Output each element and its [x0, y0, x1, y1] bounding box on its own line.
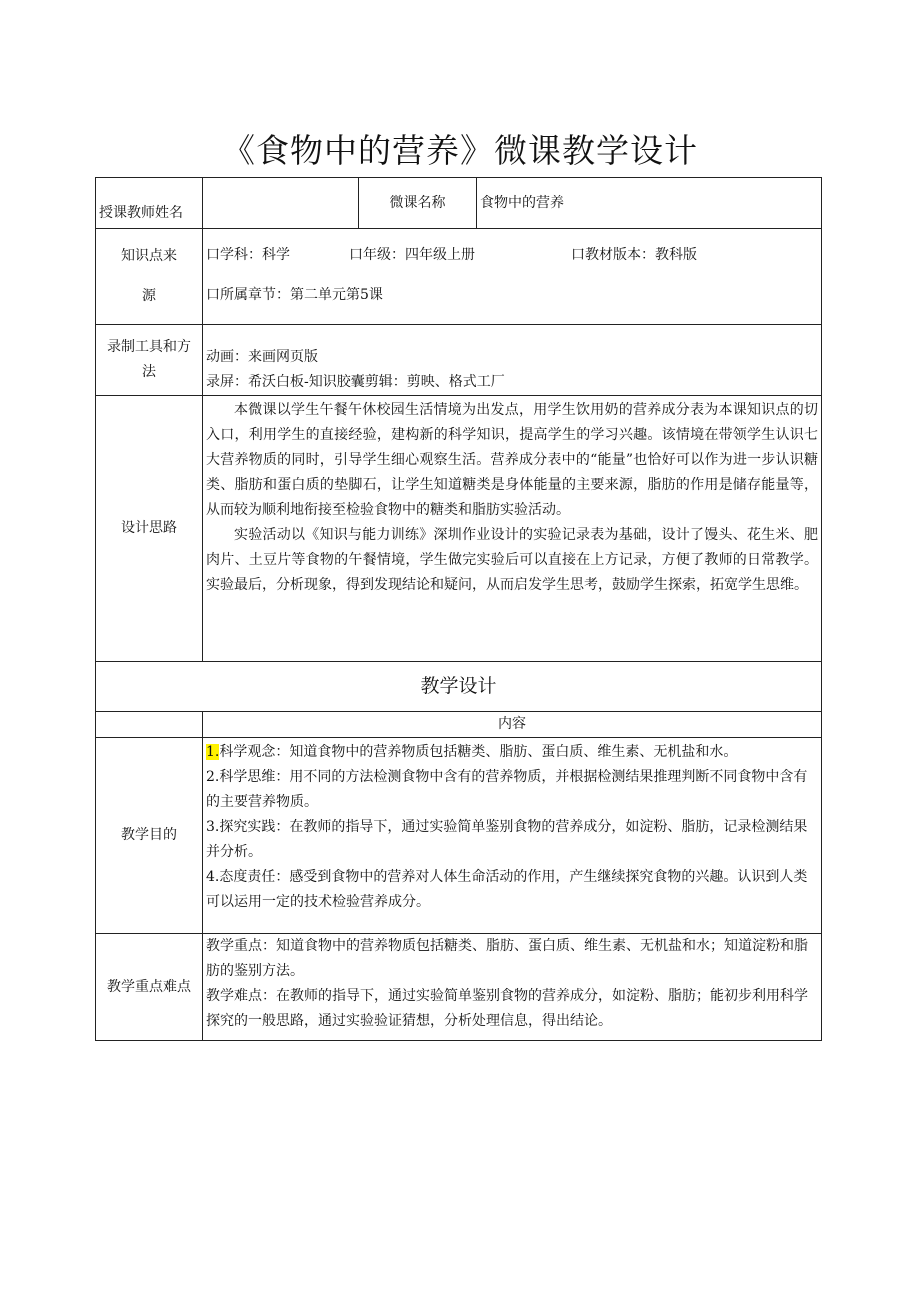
page-title: 《食物中的营养》微课教学设计: [222, 131, 698, 170]
teacher-name-label: 授课教师姓名: [96, 178, 203, 229]
key-points-label: 教学重点难点: [96, 934, 203, 1041]
tools-label-line1: 录制工具和方: [107, 339, 191, 355]
knowledge-source-label-line1: 知识点来: [121, 248, 177, 264]
section-row: [96, 662, 822, 712]
teacher-row: [96, 178, 822, 229]
teacher-name-value: [203, 178, 359, 229]
goal-item-1: [206, 740, 818, 765]
lesson-design-table: [95, 177, 822, 1041]
knowledge-row: [96, 229, 822, 325]
tools-line-1: 动画：来画网页版: [206, 349, 318, 365]
course-name-label: 微课名称: [359, 178, 477, 229]
goal-item-1-text: 科学观念：知道食物中的营养物质包括糖类、脂肪、蛋白质、维生素、无机盐和水。: [219, 744, 738, 760]
course-name-value: 食物中的营养: [477, 178, 822, 229]
design-idea-label: 设计思路: [96, 396, 203, 662]
section-title: 教学设计: [96, 662, 822, 712]
tools-label-line2: 法: [142, 364, 156, 380]
goals-content: [203, 738, 822, 934]
design-idea-content: [203, 396, 822, 662]
goal-item-2: 2.科学思维：用不同的方法检测食物中含有的营养物质，并根据检测结果推理判断不同食物中含有的主要营养物质。: [206, 769, 808, 810]
tools-row: [96, 325, 822, 396]
tools-line-2: 录屏：希沃白板-知识胶囊剪辑：剪映、格式工厂: [206, 374, 505, 390]
knowledge-source-label-line2: 源: [142, 288, 156, 304]
goal-item-4: 4.态度责任：感受到食物中的营养对人体生命活动的作用，产生继续探究食物的兴趣。认识到人类可以运用一定的技术检验营养成分。: [206, 869, 808, 910]
tools-label: [96, 325, 203, 396]
content-header: 内容: [203, 712, 822, 738]
content-header-empty: [96, 712, 203, 738]
knowledge-source-content: [203, 229, 822, 325]
grade-item: 口年级：四年级上册: [349, 247, 475, 263]
design-idea-paragraph-2: 实验活动以《知识与能力训练》深圳作业设计的实验记录表为基础，设计了馒头、花生米、肥肉片、土豆片等食物的午餐情境，学生做完实验后可以直接在上方记录，方便了教师的日常教学。实验最后，分析现象，得到发现结论和疑问，从而启发学生思考，鼓励学生探索，拓宽学生思维。: [206, 527, 818, 593]
design-idea-paragraph-1: 本微课以学生午餐午休校园生活情境为出发点，用学生饮用奶的营养成分表为本课知识点的切入口，利用学生的直接经验，建构新的科学知识，提高学生的学习兴趣。该情境在带领学生认识七大营养物质的同时，引导学生细心观察生活。营养成分表中的“能量”也恰好可以作为进一步认识糖类、脂肪和蛋白质的垫脚石，让学生知道糖类是身体能量的主要来源，脂肪的作用是储存能量等，从而较为顺利地衔接至检验食物中的糖类和脂肪实验活动。: [206, 402, 818, 518]
content-header-row: [96, 712, 822, 738]
edition-item: 口教材版本：教科版: [571, 247, 697, 263]
key-points-row: [96, 934, 822, 1041]
knowledge-line-2: [206, 283, 818, 308]
key-point-text: 教学重点：知道食物中的营养物质包括糖类、脂肪、蛋白质、维生素、无机盐和水；知道淀粉和脂肪的鉴别方法。: [206, 938, 808, 979]
knowledge-line-1: [206, 243, 818, 268]
knowledge-source-label: [96, 229, 203, 325]
tools-content: [203, 325, 822, 396]
chapter-item: 口所属章节：第二单元第5课: [206, 287, 383, 303]
difficult-point-text: 教学难点：在教师的指导下，通过实验简单鉴别食物的营养成分，如淀粉、脂肪；能初步利用科学探究的一般思路，通过实验验证猜想，分析处理信息，得出结论。: [206, 988, 808, 1029]
goal-item-1-number: 1.: [206, 744, 220, 760]
goals-label: 教学目的: [96, 738, 203, 934]
key-points-content: [203, 934, 822, 1041]
subject-item: 口学科：科学: [206, 247, 290, 263]
design-idea-row: [96, 396, 822, 662]
goals-row: [96, 738, 822, 934]
goal-item-3: 3.探究实践：在教师的指导下，通过实验简单鉴别食物的营养成分，如淀粉、脂肪，记录检测结果并分析。: [206, 819, 808, 860]
